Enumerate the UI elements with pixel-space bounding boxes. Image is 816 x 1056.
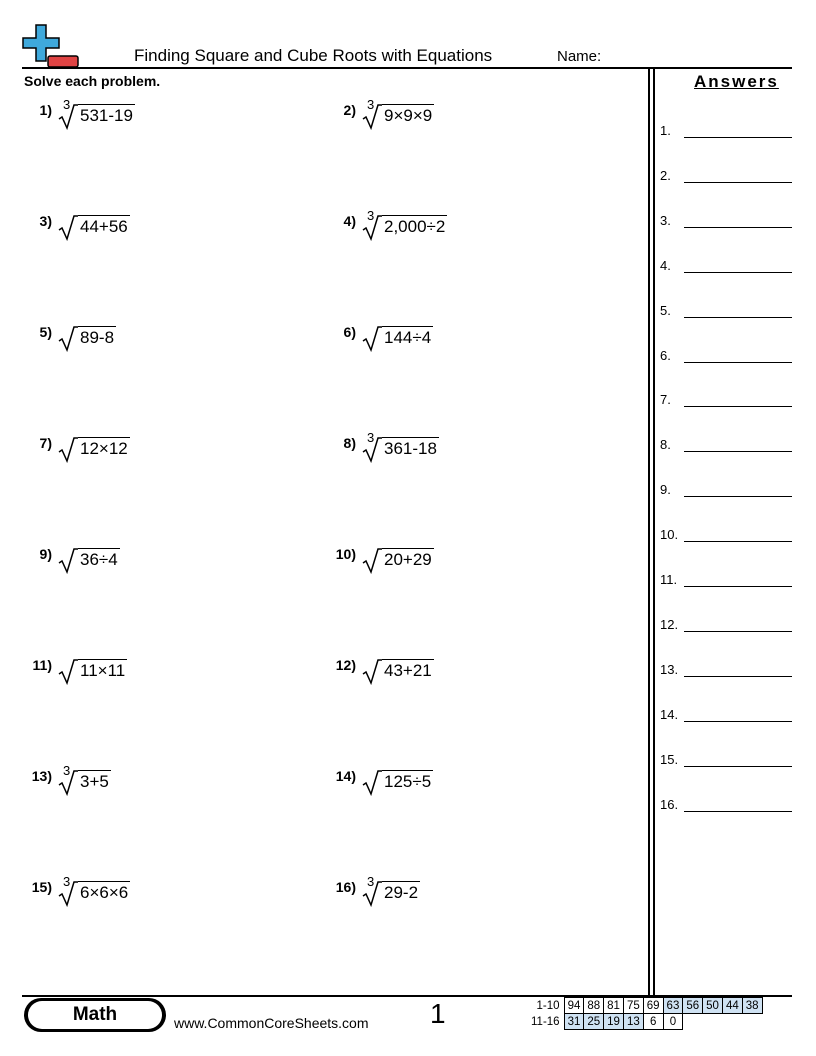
- radicand: 125÷5: [384, 772, 432, 791]
- radical-expression: [58, 213, 130, 239]
- answer-number: 6.: [660, 347, 671, 363]
- answer-line[interactable]: [660, 213, 792, 233]
- radical-expression: [58, 657, 127, 683]
- radical-expression: [362, 97, 434, 128]
- answer-line[interactable]: [660, 392, 792, 412]
- radical-sign-icon: [362, 548, 382, 572]
- score-cell: 6: [643, 1014, 663, 1030]
- worksheet-title: Finding Square and Cube Roots with Equations: [134, 46, 493, 65]
- score-cell: 56: [683, 998, 703, 1014]
- answer-number: 5.: [660, 302, 671, 318]
- score-cell: 0: [663, 1014, 683, 1030]
- radical-sign-icon: [58, 659, 78, 683]
- problem-number: 4): [343, 213, 356, 229]
- radical-expression: [58, 435, 130, 461]
- problem-number: 7): [39, 435, 52, 451]
- root-index: 3: [367, 97, 375, 112]
- answer-column-divider-left: [648, 68, 650, 996]
- problem-number: 14): [335, 768, 356, 784]
- radical-sign-icon: [362, 430, 382, 461]
- problem-number: 10): [335, 546, 356, 562]
- score-cell: 63: [663, 998, 683, 1014]
- page-number: 1: [430, 998, 446, 1029]
- radical-sign-icon: [58, 437, 78, 461]
- instructions: Solve each problem.: [24, 73, 161, 89]
- answer-number: 1.: [660, 123, 671, 138]
- name-label: Name:: [557, 48, 602, 65]
- radical-expression: [58, 874, 130, 905]
- problem-number: 16): [335, 879, 356, 895]
- answer-number: 2.: [660, 167, 671, 183]
- problem-number: 2): [343, 102, 356, 118]
- radicand: 44+56: [80, 217, 128, 236]
- plus-minus-logo-icon: [22, 24, 80, 70]
- score-row: [528, 1014, 762, 1030]
- answer-blank[interactable]: [684, 811, 792, 812]
- radical-sign-icon: [58, 326, 78, 350]
- answer-blank[interactable]: [684, 676, 792, 677]
- answer-number: 14.: [660, 706, 679, 722]
- score-cell: 94: [564, 998, 584, 1014]
- website-url: www.CommonCoreSheets.com: [174, 1015, 369, 1031]
- score-cell: 88: [584, 998, 604, 1014]
- answer-blank[interactable]: [684, 631, 792, 632]
- radicand: 43+21: [384, 661, 432, 680]
- subject-badge: [24, 998, 166, 1032]
- answer-blank[interactable]: [684, 721, 792, 722]
- root-index: 3: [63, 97, 71, 112]
- answer-blank[interactable]: [684, 137, 792, 138]
- answer-blank[interactable]: [684, 451, 792, 452]
- radicand: 531-19: [80, 106, 133, 125]
- radical-expression: [362, 546, 434, 572]
- score-cell: 31: [564, 1014, 584, 1030]
- radicand: 3+5: [80, 772, 109, 791]
- answer-number: 3.: [660, 212, 671, 228]
- answer-number: 8.: [660, 437, 671, 453]
- root-index: 3: [63, 874, 71, 889]
- header-divider: [22, 67, 792, 69]
- answer-line[interactable]: [660, 662, 792, 682]
- radical-sign-icon: [58, 97, 78, 128]
- radicand: 12×12: [80, 439, 128, 458]
- radicand: 36÷4: [80, 550, 118, 569]
- score-cell: 75: [623, 998, 643, 1014]
- radical-sign-icon: [58, 763, 78, 794]
- answer-number: 16.: [660, 796, 679, 812]
- problem-number: 5): [39, 324, 52, 340]
- answer-line[interactable]: [660, 123, 792, 143]
- score-cell: 50: [703, 998, 723, 1014]
- problem-number: 1): [39, 102, 52, 118]
- problem-number: 12): [335, 657, 356, 673]
- subject-label: Math: [28, 1001, 162, 1029]
- answer-blank[interactable]: [684, 766, 792, 767]
- problem-number: 8): [343, 435, 356, 451]
- root-index: 3: [367, 208, 375, 223]
- answers-title: Answers: [694, 72, 779, 91]
- answer-number: 4.: [660, 257, 671, 273]
- answer-number: 7.: [660, 392, 671, 408]
- radicand: 2,000÷2: [384, 217, 446, 236]
- root-index: 3: [63, 763, 71, 778]
- score-range-label: 11-16: [531, 1015, 560, 1028]
- radicand: 361-18: [384, 439, 437, 458]
- radical-expression: [362, 768, 433, 794]
- answer-blank[interactable]: [684, 406, 792, 407]
- answer-number: 9.: [660, 482, 671, 498]
- radical-expression: [362, 208, 447, 239]
- answer-blank[interactable]: [684, 496, 792, 497]
- radical-expression: [362, 324, 433, 350]
- radical-expression: [58, 763, 111, 794]
- problem-number: 11): [32, 657, 52, 673]
- answer-line[interactable]: [660, 348, 792, 368]
- radical-sign-icon: [58, 548, 78, 572]
- score-cell: 19: [604, 1014, 624, 1030]
- score-row: [528, 998, 762, 1014]
- answer-line[interactable]: [660, 797, 792, 817]
- radicand: 29-2: [384, 883, 419, 902]
- answer-line[interactable]: [660, 168, 792, 188]
- answer-number: 13.: [660, 661, 679, 677]
- radical-expression: [58, 324, 116, 350]
- radicand: 9×9×9: [384, 106, 433, 125]
- answer-line[interactable]: [660, 572, 792, 592]
- answer-blank[interactable]: [684, 272, 792, 273]
- problem-number: 15): [31, 879, 52, 895]
- radicand: 144÷4: [384, 328, 432, 347]
- radical-sign-icon: [58, 215, 78, 239]
- answer-line[interactable]: [660, 617, 792, 637]
- answer-line[interactable]: [660, 707, 792, 727]
- radical-expression: [362, 874, 420, 905]
- answer-line[interactable]: [660, 258, 792, 278]
- answer-line[interactable]: [660, 303, 792, 323]
- radical-sign-icon: [362, 97, 382, 128]
- radical-expression: [58, 546, 120, 572]
- problem-number: 9): [39, 546, 52, 562]
- score-cell: 38: [742, 998, 762, 1014]
- answer-blank[interactable]: [684, 182, 792, 183]
- radical-sign-icon: [362, 770, 382, 794]
- root-index: 3: [367, 874, 375, 889]
- radical-expression: [362, 430, 439, 461]
- radical-sign-icon: [58, 874, 78, 905]
- score-cell: 13: [623, 1014, 643, 1030]
- answer-number: 12.: [660, 616, 679, 632]
- problem-number: 6): [343, 324, 356, 340]
- radicand: 20+29: [384, 550, 432, 569]
- answer-column-divider-right: [653, 68, 655, 996]
- root-index: 3: [367, 430, 375, 445]
- radical-sign-icon: [362, 874, 382, 905]
- radicand: 89-8: [80, 328, 115, 347]
- score-cell: 69: [643, 998, 663, 1014]
- problem-number: 13): [31, 768, 52, 784]
- answer-line[interactable]: [660, 752, 792, 772]
- answer-blank[interactable]: [684, 227, 792, 228]
- score-table: [528, 997, 763, 1030]
- radicand: 11×11: [80, 661, 126, 680]
- answer-blank[interactable]: [684, 541, 792, 542]
- answer-blank[interactable]: [684, 317, 792, 318]
- radical-expression: [362, 657, 434, 683]
- score-cell: 25: [584, 1014, 604, 1030]
- answer-number: 11.: [660, 572, 678, 587]
- score-range-label: 1-10: [536, 999, 560, 1012]
- answer-number: 15.: [660, 751, 679, 767]
- radicand: 6×6×6: [80, 883, 129, 902]
- radical-sign-icon: [362, 659, 382, 683]
- radical-sign-icon: [362, 326, 382, 350]
- answer-line[interactable]: [660, 527, 792, 547]
- problem-number: 3): [39, 213, 52, 229]
- answer-line[interactable]: [660, 437, 792, 457]
- score-cell: 44: [722, 998, 742, 1014]
- answer-line[interactable]: [660, 482, 792, 502]
- answer-blank[interactable]: [684, 586, 792, 587]
- answer-number: 10.: [660, 527, 679, 543]
- score-cell: 81: [604, 998, 624, 1014]
- radical-sign-icon: [362, 208, 382, 239]
- radical-expression: [58, 97, 135, 128]
- answer-blank[interactable]: [684, 362, 792, 363]
